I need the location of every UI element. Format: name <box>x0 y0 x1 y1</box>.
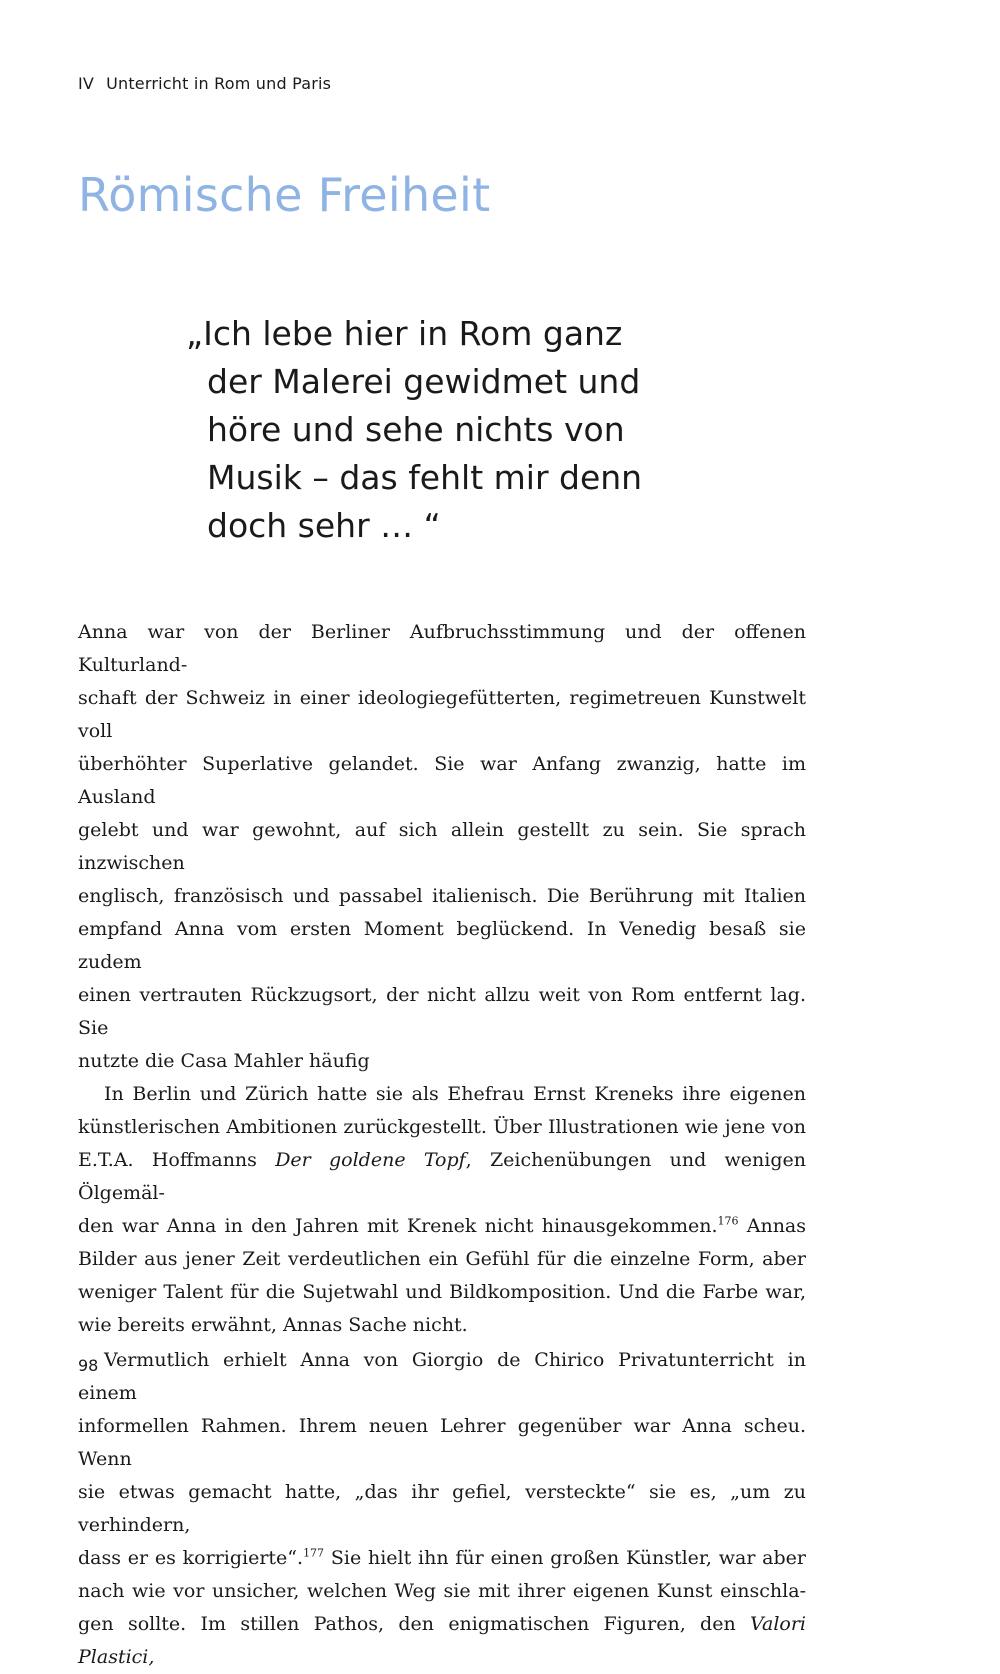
text-line: gen sollte. Im stillen Pathos, den enigmatischen Figuren, den Valori Plastici, <box>78 1613 806 1668</box>
epigraph-line: Musik – das fehlt mir denn <box>207 458 643 497</box>
text-line: den war Anna in den Jahren mit Krenek nicht hinausgekommen.$^{176}$ Annas <box>78 1214 807 1237</box>
text-line: weniger Talent für die Sujetwahl und Bildkomposition. Und die Farbe war, <box>78 1281 806 1303</box>
running-head <box>78 74 331 93</box>
text-line: wie bereits erwähnt, Annas Sache nicht. <box>78 1314 468 1336</box>
body-text <box>78 616 806 1674</box>
text-line: nutzte die Casa Mahler häufig <box>78 1050 370 1072</box>
text-line: überhöhter Superlative gelandet. Sie war Anfang zwanzig, hatte im Ausland <box>78 753 806 808</box>
text-line: dass er es korrigierte“.$^{177}$ Sie hielt ihn für einen großen Künstler, war aber <box>78 1546 806 1569</box>
page-number: 98 <box>78 1356 99 1375</box>
chapter-heading: Unterricht in Rom und Paris <box>106 74 332 93</box>
text-line: Bilder aus jener Zeit verdeutlichen ein Gefühl für die einzelne Form, aber <box>78 1248 806 1270</box>
text-line: englisch, französisch und passabel italienisch. Die Berührung mit Italien <box>78 885 806 907</box>
text-line: schaft der Schweiz in einer ideologiegefütterten, regimetreuen Kunstwelt voll <box>78 687 806 742</box>
text-line: einen vertrauten Rückzugsort, der nicht allzu weit von Rom entfernt lag. Sie <box>78 984 806 1039</box>
book-title-italic: Der goldene Topf <box>275 1149 466 1171</box>
text-line: In Berlin und Zürich hatte sie als Ehefrau Ernst Kreneks ihre eigenen <box>104 1083 806 1105</box>
epigraph-quote <box>186 310 746 550</box>
text-line: künstlerischen Ambitionen zurückgestellt. Über Illustrationen wie jene von <box>78 1116 806 1138</box>
text-line: gelebt und war gewohnt, auf sich allein gestellt zu sein. Sie sprach inzwischen <box>78 819 806 874</box>
chapter-number: IV <box>78 74 95 93</box>
text-line: sie etwas gemacht hatte, „das ihr gefiel, versteckte“ sie es, „um zu verhindern, <box>78 1481 806 1536</box>
epigraph-line: „Ich lebe hier in Rom ganz <box>186 314 623 353</box>
text-line: empfand Anna vom ersten Moment beglückend. In Venedig besaß sie zudem <box>78 918 806 973</box>
section-title: Römische Freiheit <box>78 168 491 222</box>
text-line: E.T.A. Hoffmanns Der goldene Topf, Zeichenübungen und wenigen Ölgemäl- <box>78 1149 806 1204</box>
text-line: informellen Rahmen. Ihrem neuen Lehrer gegenüber war Anna scheu. Wenn <box>78 1415 806 1470</box>
text-line: nach wie vor unsicher, welchen Weg sie mit ihrer eigenen Kunst einschla- <box>78 1580 806 1602</box>
footnote-ref: 176 <box>717 1214 739 1228</box>
text-line: Anna war von der Berliner Aufbruchsstimmung und der offenen Kulturland- <box>78 621 806 676</box>
footnote-ref: 177 <box>303 1546 325 1560</box>
epigraph-line: höre und sehe nichts von <box>207 410 625 449</box>
epigraph-line: der Malerei gewidmet und <box>207 362 641 401</box>
text-line: Vermutlich erhielt Anna von Giorgio de Chirico Privatunterricht in einem <box>78 1349 806 1404</box>
epigraph-line: doch sehr … “ <box>207 506 441 545</box>
italic-term: Valori Plastici, <box>78 1613 806 1668</box>
